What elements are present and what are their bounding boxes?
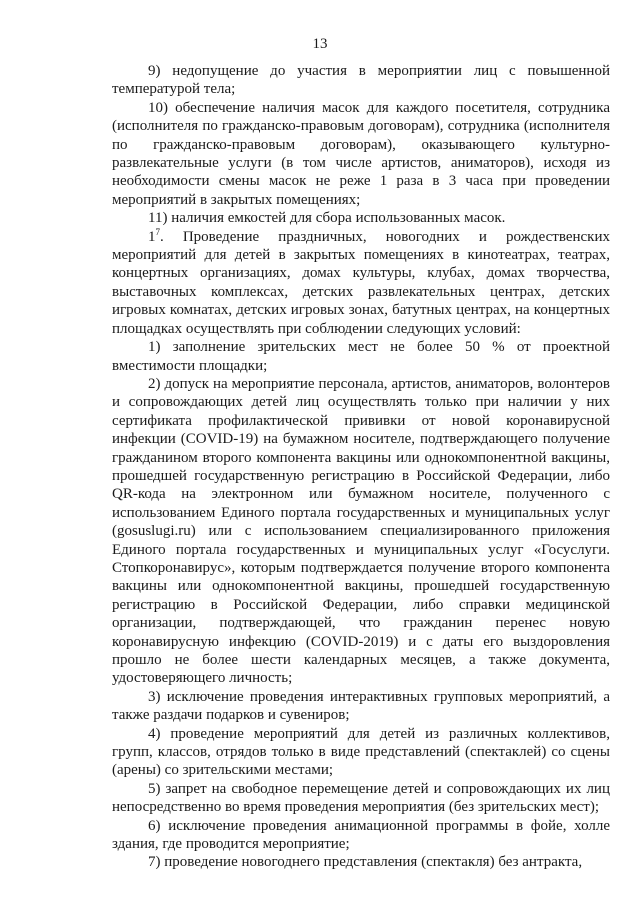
condition-item-4: 4) проведение мероприятий для детей из различных коллективов, групп, классов, отрядов только в виде представлений (спектаклей) со сцены (арены) со зрительскими местами; xyxy=(112,725,610,779)
condition-item-7: 7) проведение новогоднего представления (спектакля) без антракта, xyxy=(148,854,583,871)
list-item-11: 11) наличия емкостей для сбора использованных масок. xyxy=(148,210,506,227)
condition-item-5: 5) запрет на свободное перемещение детей и сопровождающих их лиц непосредственно во время проведения мероприятия (без зрительских мест); xyxy=(112,780,610,816)
list-item-9: 9) недопущение до участия в мероприятии лиц с повышенной температурой тела; xyxy=(112,63,610,98)
list-item-10: 10) обеспечение наличия масок для каждого посетителя, сотрудника (исполнителя по гражданско-правовым договорам), сотрудника (исполнителя по гражданско-правовым договорам), оказывающего культурно-развлекательные услуги (в том числе артистов, аниматоров), исходя из необходимости смены масок не реже 1 раза в 3 часа при проведении мероприятий в закрытых помещениях; xyxy=(112,99,610,208)
condition-item-2: 2) допуск на мероприятие персонала, артистов, аниматоров, волонтеров и сопровождающих детей лиц осуществлять только при наличии у них сертификата профилактической прививки от новой коронавирусной инфекции (COVID-19) на бумажном носителе, подтверждающего получение гражданином второго компонента вакцины или однокомпонентной вакцины, прошедшей государственную регистрацию в Российской Федерации, либо QR-кода на электронном или бумажном носителе, полученного с использованием Единого портала государственных и муниципальных услуг (gosuslugi.ru) или с использованием специализированного приложения Единого портала государственных и муниципальных услуг «Госуслуги. Стопкоронавирус», которым подтверждается получение второго компонента вакцины или однокомпонентной вакцины, прошедшей государственную регистрацию в Российской Федерации, либо справки медицинской организации, подтверждающей, что гражданин перенес новую коронавирусную инфекцию (COVID-2019) и с даты его выздоровления прошло не более шести календарных месяцев, а также документа, удостоверяющего личность; xyxy=(112,375,610,687)
superscript-marker: 7 xyxy=(155,226,160,237)
page-number: 13 xyxy=(312,36,328,52)
condition-item-1: 1) заполнение зрительских мест не более 50 % от проектной вместимости площадки; xyxy=(112,339,610,374)
condition-item-6: 6) исключение проведения анимационной программы в фойе, холле здания, где проводится мероприятие; xyxy=(112,817,610,853)
section-1-7: $1^7$. Проведение праздничных, новогодних и рождественских мероприятий для детей в закрытых помещениях в кинотеатрах, театрах, концертных организациях, домах культуры, клубах, домах творчества, выставочных комплексах, детских развлекательных центрах, детских игровых комнатах, детских игровых зонах, батутных центрах, на концертных площадках осуществлять при соблюдении следующих условий: xyxy=(112,226,610,337)
document-body xyxy=(112,62,610,872)
condition-item-3: 3) исключение проведения интерактивных групповых мероприятий, а также раздачи подарков и сувениров; xyxy=(112,688,610,724)
